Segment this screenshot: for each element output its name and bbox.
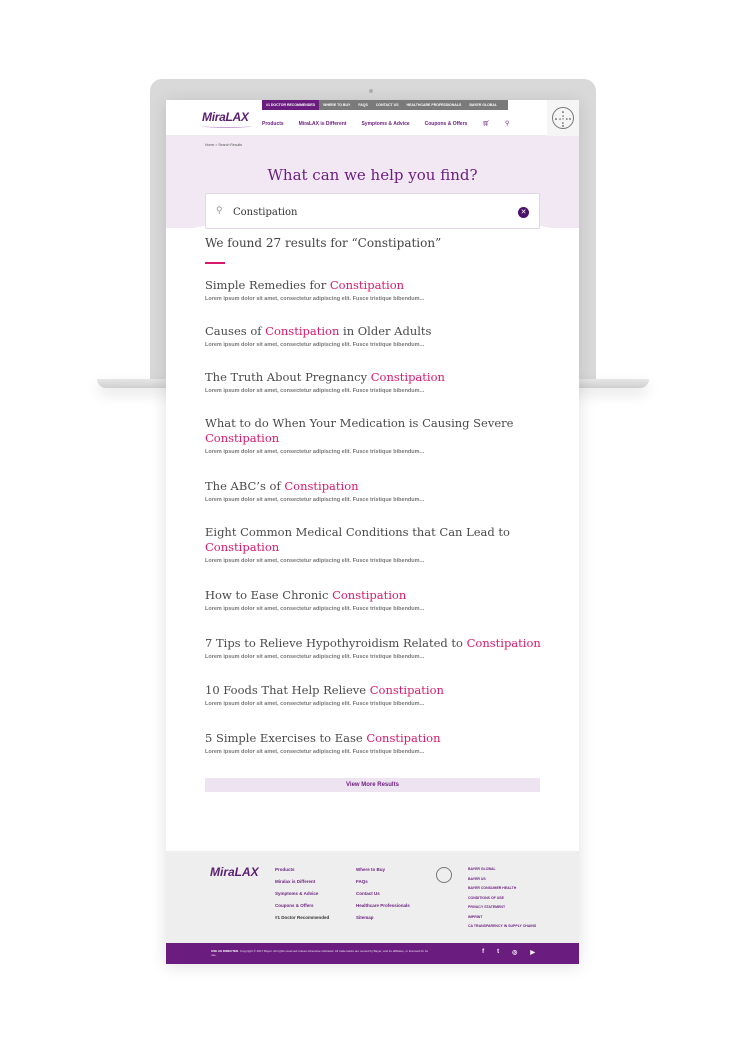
search-box xyxy=(205,193,540,229)
result-description: Lorem ipsum dolor sit amet, consectetur adipiscing elit. Fusce tristique bibendum... xyxy=(205,749,425,755)
result-title-text: 5 Simple Exercises to Ease xyxy=(205,731,367,745)
footer-col-3 xyxy=(468,867,536,934)
nav-products[interactable]: Products xyxy=(262,120,284,127)
result-item[interactable] xyxy=(205,416,545,455)
result-description: Lorem ipsum dolor sit amet, consectetur adipiscing elit. Fusce tristique bibendum... xyxy=(205,654,425,660)
footer-link[interactable]: BAYER US xyxy=(468,876,486,881)
util-link-faqs[interactable]: FAQS xyxy=(358,103,368,107)
footer-link[interactable]: FAQs xyxy=(356,879,368,884)
footer-link[interactable]: Coupons & Offers xyxy=(275,903,314,908)
site-header xyxy=(166,100,579,136)
footer-link[interactable]: CONDITIONS OF USE xyxy=(468,895,504,900)
search-icon[interactable]: ⚲ xyxy=(505,121,510,127)
laptop-camera xyxy=(369,89,373,93)
result-description: Lorem ipsum dolor sit amet, consectetur adipiscing elit. Fusce tristique bibendum... xyxy=(205,449,425,455)
result-description: Lorem ipsum dolor sit amet, consectetur adipiscing elit. Fusce tristique bibendum... xyxy=(205,701,425,707)
bayer-letter: B xyxy=(562,110,565,114)
bayer-letter: R xyxy=(562,124,565,128)
result-title-text: 7 Tips to Relieve Hypothyroidism Related to xyxy=(205,636,467,650)
result-item[interactable] xyxy=(205,525,545,564)
legal-copy: Copyright © 2017 Bayer. All rights reserved unless otherwise indicated. All trademarks are owned by Bayer, and its affiliates, or licensed for its use. xyxy=(211,949,428,957)
util-link-bayer-global[interactable]: BAYER GLOBAL xyxy=(469,103,497,107)
result-item[interactable] xyxy=(205,370,545,394)
footer-link[interactable]: #1 Doctor Recommended xyxy=(275,915,330,920)
nav-miralax-different[interactable]: MiraLAX is Different xyxy=(298,120,347,127)
util-link-contact[interactable]: CONTACT US xyxy=(375,103,399,107)
result-keyword: Constipation xyxy=(332,588,407,602)
result-title[interactable] xyxy=(205,731,545,746)
result-item[interactable] xyxy=(205,324,545,348)
result-title[interactable] xyxy=(205,278,545,293)
result-item[interactable] xyxy=(205,479,545,503)
footer-link[interactable]: BAYER GLOBAL xyxy=(468,867,496,871)
result-title-text: Simple Remedies for xyxy=(205,278,330,292)
result-keyword: Constipation xyxy=(265,324,340,338)
social-links xyxy=(469,949,535,956)
result-keyword: Constipation xyxy=(366,731,441,745)
result-description: Lorem ipsum dolor sit amet, consectetur adipiscing elit. Fusce tristique bibendum... xyxy=(205,497,425,503)
bayer-letter: E xyxy=(566,117,569,121)
nav-coupons[interactable]: Coupons & Offers xyxy=(424,120,468,127)
clear-search-icon[interactable]: ✕ xyxy=(518,207,529,218)
bayer-letter: Y xyxy=(562,117,565,121)
footer-link[interactable]: Products xyxy=(275,867,295,872)
bayer-letter: E xyxy=(562,121,565,125)
footer-link[interactable]: IMPRINT xyxy=(468,914,483,919)
result-title-text: in Older Adults xyxy=(339,324,432,338)
pink-divider xyxy=(205,262,225,264)
search-input[interactable] xyxy=(233,203,503,221)
breadcrumb[interactable]: Home > Search Results xyxy=(205,143,243,147)
result-title[interactable] xyxy=(205,370,545,385)
view-more-button[interactable]: View More Results xyxy=(205,778,540,792)
footer-link[interactable]: Where to Buy xyxy=(356,867,386,872)
footer-link[interactable]: Contact Us xyxy=(356,891,380,896)
result-keyword: Constipation xyxy=(466,636,541,650)
logo-swoosh xyxy=(202,124,252,128)
webpage xyxy=(166,100,579,964)
result-keyword: Constipation xyxy=(369,683,444,697)
footer-link[interactable]: Symptoms & Advice xyxy=(275,891,319,896)
result-title-text: How to Ease Chronic xyxy=(205,588,333,602)
result-title[interactable] xyxy=(205,479,545,494)
bayer-letter: A xyxy=(562,114,565,118)
twitter-icon[interactable]: t xyxy=(497,949,500,955)
result-title[interactable] xyxy=(205,683,545,698)
result-title[interactable] xyxy=(205,588,545,603)
result-title-text: Eight Common Medical Conditions that Can Lead to xyxy=(205,525,510,539)
result-description: Lorem ipsum dolor sit amet, consectetur adipiscing elit. Fusce tristique bibendum... xyxy=(205,342,425,348)
result-item[interactable] xyxy=(205,731,545,755)
result-title-text: What to do When Your Medication is Causing Severe xyxy=(205,416,514,430)
search-results xyxy=(205,236,545,264)
footer-link[interactable]: Healthcare Professionals xyxy=(356,903,410,908)
result-keyword: Constipation xyxy=(370,370,445,384)
result-item[interactable] xyxy=(205,683,545,707)
footer-link[interactable]: Sitemap xyxy=(356,915,374,920)
result-keyword: Constipation xyxy=(284,479,359,493)
instagram-icon[interactable]: ◎ xyxy=(512,950,518,956)
result-keyword: Constipation xyxy=(205,431,280,445)
utility-bar xyxy=(262,100,508,110)
result-keyword: Constipation xyxy=(329,278,405,292)
footer-link[interactable]: BAYER CONSUMER HEALTH xyxy=(468,886,517,890)
result-title-text: 10 Foods That Help Relieve xyxy=(205,683,370,697)
result-description: Lorem ipsum dolor sit amet, consectetur adipiscing elit. Fusce tristique bibendum... xyxy=(205,606,425,612)
result-title-text: Causes of xyxy=(205,324,266,338)
result-title[interactable] xyxy=(205,636,545,651)
site-footer xyxy=(166,851,579,943)
bayer-logo-box[interactable] xyxy=(547,100,579,136)
doctor-recommended-badge[interactable]: #1 DOCTOR RECOMMENDED xyxy=(262,100,319,110)
search-hero xyxy=(166,136,579,228)
result-item[interactable] xyxy=(205,636,545,660)
util-link-hcp[interactable]: HEALTHCARE PROFESSIONALS xyxy=(406,103,462,107)
footer-link[interactable]: Miralax is Different xyxy=(275,879,316,884)
legal-text xyxy=(211,949,431,957)
result-title-text: The Truth About Pregnancy xyxy=(205,370,371,384)
footer-legal-bar xyxy=(166,943,579,964)
footer-link[interactable]: PRIVACY STATEMENT xyxy=(468,905,506,909)
bayer-letter: R xyxy=(569,117,572,121)
main-nav xyxy=(262,120,524,127)
legal-strong: USE AS DIRECTED. xyxy=(211,949,240,953)
footer-bayer-logo[interactable] xyxy=(436,867,452,883)
cart-icon[interactable]: 🛒︎ xyxy=(482,121,491,127)
result-item[interactable] xyxy=(205,588,545,612)
facebook-icon[interactable]: f xyxy=(482,949,485,955)
util-link-where-to-buy[interactable]: WHERE TO BUY xyxy=(323,103,351,107)
result-description: Lorem ipsum dolor sit amet, consectetur adipiscing elit. Fusce tristique bibendum... xyxy=(205,388,425,394)
result-description: Lorem ipsum dolor sit amet, consectetur adipiscing elit. Fusce tristique bibendum... xyxy=(205,296,425,302)
result-keyword: Constipation xyxy=(205,540,280,554)
nav-symptoms-advice[interactable]: Symptoms & Advice xyxy=(361,120,410,127)
result-title[interactable] xyxy=(205,525,545,555)
result-title-text: The ABC’s of xyxy=(205,479,285,493)
footer-link[interactable]: CA TRANSPARENCY IN SUPPLY CHAINS xyxy=(468,924,537,928)
page-title: What can we help you find? xyxy=(267,166,478,184)
footer-miralax-logo[interactable]: MiraLAX xyxy=(210,865,259,879)
bayer-letter: A xyxy=(559,117,562,121)
miralax-logo[interactable]: MiraLAX xyxy=(202,110,249,124)
search-icon: ⚲ xyxy=(216,205,223,215)
footer-col-1 xyxy=(275,867,329,927)
youtube-icon[interactable]: ▶ xyxy=(530,950,535,956)
result-title[interactable] xyxy=(205,416,545,446)
result-title[interactable] xyxy=(205,324,545,339)
results-count: We found 27 results for “Constipation” xyxy=(205,236,442,250)
result-item[interactable] xyxy=(205,278,545,302)
result-description: Lorem ipsum dolor sit amet, consectetur adipiscing elit. Fusce tristique bibendum... xyxy=(205,558,425,564)
footer-col-2 xyxy=(356,867,410,927)
bayer-letter: B xyxy=(555,117,558,121)
bayer-cross-logo xyxy=(552,107,574,129)
